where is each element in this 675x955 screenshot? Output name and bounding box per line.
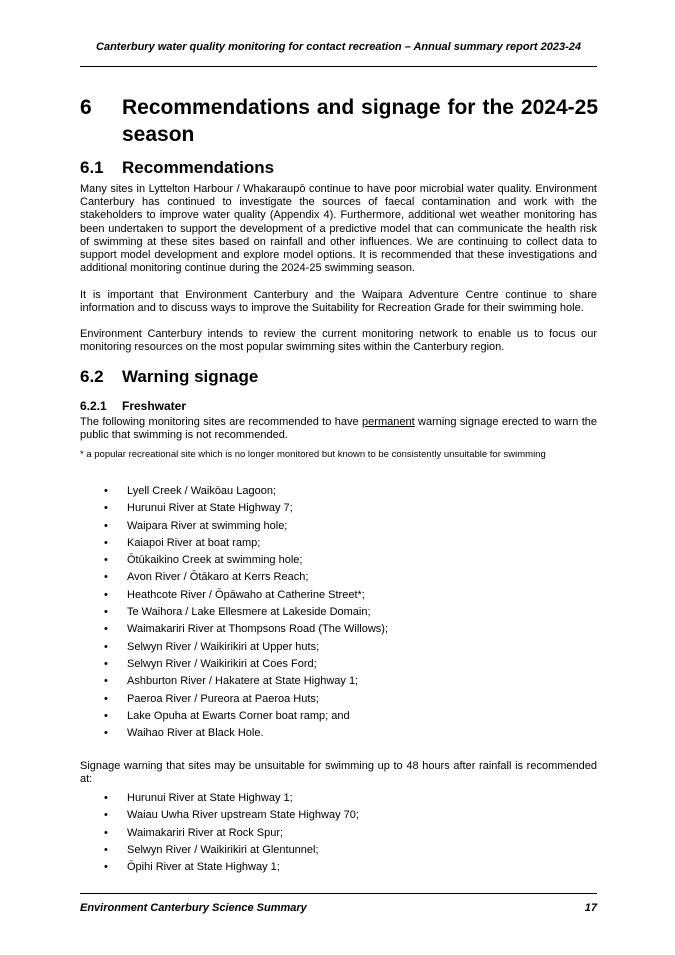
permanent-signage-list bbox=[80, 483, 597, 742]
intro-text-after: warning signage erected to warn the public that swimming is not recommended. bbox=[80, 416, 597, 442]
list-item-text: Waimakariri River at Rock Spur; bbox=[127, 826, 284, 839]
bullet-icon: • bbox=[104, 657, 108, 670]
list-item-text: Paeroa River / Pureora at Paeroa Huts; bbox=[127, 692, 319, 705]
bullet-icon: • bbox=[104, 826, 108, 839]
list-item bbox=[80, 483, 597, 500]
list-item bbox=[80, 708, 597, 725]
list-item-text: Te Waihora / Lake Ellesmere at Lakeside Domain; bbox=[127, 606, 371, 619]
section-6-title: Recommendations and signage for the 2024-25 season bbox=[122, 96, 598, 146]
paragraph-network-review: Environment Canterbury intends to review the current monitoring network to enable us to focus our monitoring resources on the most popular swimming sites within the Canterbury region. bbox=[80, 328, 597, 354]
list-item-text: Selwyn River / Waikirikiri at Coes Ford; bbox=[127, 657, 317, 670]
list-item bbox=[80, 500, 597, 517]
list-item-text: Ōtūkaikino Creek at swimming hole; bbox=[127, 554, 303, 567]
list-item-text: Waimakariri River at Thompsons Road (The Willows); bbox=[127, 623, 389, 636]
list-item-text: Waihao River at Black Hole. bbox=[127, 727, 264, 740]
list-item bbox=[80, 569, 597, 586]
bullet-icon: • bbox=[104, 571, 108, 584]
list-item-text: Lake Opuha at Ewarts Corner boat ramp; and bbox=[127, 709, 350, 722]
rainfall-signage-intro: Signage warning that sites may be unsuitable for swimming up to 48 hours after rainfall is recommended at: bbox=[80, 760, 597, 786]
bullet-icon: • bbox=[104, 709, 108, 722]
list-item bbox=[80, 587, 597, 604]
list-item bbox=[80, 552, 597, 569]
list-item-text: Waiau Uwha River upstream State Highway 70; bbox=[127, 809, 359, 822]
list-item-text: Hurunui River at State Highway 7; bbox=[127, 502, 293, 515]
list-item bbox=[80, 604, 597, 621]
list-item bbox=[80, 842, 597, 859]
bullet-icon: • bbox=[104, 485, 108, 497]
paragraph-water-quality: Many sites in Lyttelton Harbour / Whakaraupō continue to have poor microbial water quality. Environment Canterbury has continued to investigate the sources of faecal contamination and work with the stakeholders to improve water quality (Appendix 4). Furthermore, additional wet weather monitoring has been undertaken to support the development of a predictive model that can communicate the health risk of swimming at these sites based on rainfall and other influences. We are continuing to collect data to support model development and explore model options. It is recommended that these investigations and additional monitoring continue during the 2024-25 swimming season. bbox=[80, 183, 597, 275]
section-6-2-1-number: 6.2.1 bbox=[80, 399, 107, 413]
section-6-2-number: 6.2 bbox=[80, 367, 104, 386]
bullet-icon: • bbox=[104, 502, 108, 515]
section-6-1-title: Recommendations bbox=[122, 158, 275, 177]
page-number: 17 bbox=[584, 902, 597, 914]
bullet-icon: • bbox=[104, 623, 108, 636]
bullet-icon: • bbox=[104, 675, 108, 688]
list-item bbox=[80, 673, 597, 690]
bullet-icon: • bbox=[104, 606, 108, 619]
list-item-text: Heathcote River / Ōpāwaho at Catherine Street*; bbox=[127, 588, 365, 601]
list-item-text: Avon River / Ōtākaro at Kerrs Reach; bbox=[127, 571, 309, 584]
list-item-text: Ōpihi River at State Highway 1; bbox=[127, 861, 280, 874]
list-item bbox=[80, 825, 597, 842]
bullet-icon: • bbox=[104, 640, 108, 653]
list-item bbox=[80, 725, 597, 742]
freshwater-intro bbox=[80, 416, 597, 442]
list-item bbox=[80, 691, 597, 708]
footer-rule bbox=[80, 893, 597, 894]
footnote-asterisk: * a popular recreational site which is no longer monitored but known to be consistently unsuitable for swimming bbox=[80, 449, 546, 460]
section-6-1-number: 6.1 bbox=[80, 158, 104, 177]
paragraph-waipara: It is important that Environment Canterbury and the Waipara Adventure Centre continue to share information and to discuss ways to improve the Suitability for Recreation Grade for their swimming hole. bbox=[80, 289, 597, 315]
list-item-text: Waipara River at swimming hole; bbox=[127, 519, 288, 532]
section-6-number: 6 bbox=[80, 96, 92, 119]
bullet-icon: • bbox=[104, 588, 108, 601]
footer-title: Environment Canterbury Science Summary bbox=[80, 902, 307, 914]
section-6-2-1-title: Freshwater bbox=[122, 399, 187, 413]
list-item bbox=[80, 656, 597, 673]
list-item bbox=[80, 621, 597, 638]
intro-text-before: The following monitoring sites are recommended to have bbox=[80, 416, 363, 428]
bullet-icon: • bbox=[104, 519, 108, 532]
bullet-icon: • bbox=[104, 727, 108, 740]
list-item-text: Hurunui River at State Highway 1; bbox=[127, 792, 293, 804]
header-rule bbox=[80, 66, 597, 67]
bullet-icon: • bbox=[104, 861, 108, 874]
rainfall-signage-list bbox=[80, 790, 597, 876]
bullet-icon: • bbox=[104, 554, 108, 567]
list-item bbox=[80, 639, 597, 656]
list-item bbox=[80, 859, 597, 876]
list-item-text: Selwyn River / Waikirikiri at Glentunnel; bbox=[127, 843, 319, 856]
list-item bbox=[80, 807, 597, 824]
list-item-text: Ashburton River / Hakatere at State Highway 1; bbox=[127, 675, 359, 688]
running-header: Canterbury water quality monitoring for contact recreation – Annual summary report 2023-24 bbox=[96, 41, 581, 53]
intro-emphasis-permanent: permanent bbox=[362, 416, 415, 428]
list-item-text: Lyell Creek / Waikōau Lagoon; bbox=[127, 485, 276, 497]
bullet-icon: • bbox=[104, 843, 108, 856]
bullet-icon: • bbox=[104, 792, 108, 804]
bullet-icon: • bbox=[104, 536, 108, 549]
bullet-icon: • bbox=[104, 692, 108, 705]
list-item bbox=[80, 518, 597, 535]
list-item bbox=[80, 790, 597, 807]
list-item-text: Kaiapoi River at boat ramp; bbox=[127, 536, 261, 549]
bullet-icon: • bbox=[104, 809, 108, 822]
list-item bbox=[80, 535, 597, 552]
section-6-2-title: Warning signage bbox=[122, 367, 259, 386]
list-item-text: Selwyn River / Waikirikiri at Upper huts; bbox=[127, 640, 320, 653]
